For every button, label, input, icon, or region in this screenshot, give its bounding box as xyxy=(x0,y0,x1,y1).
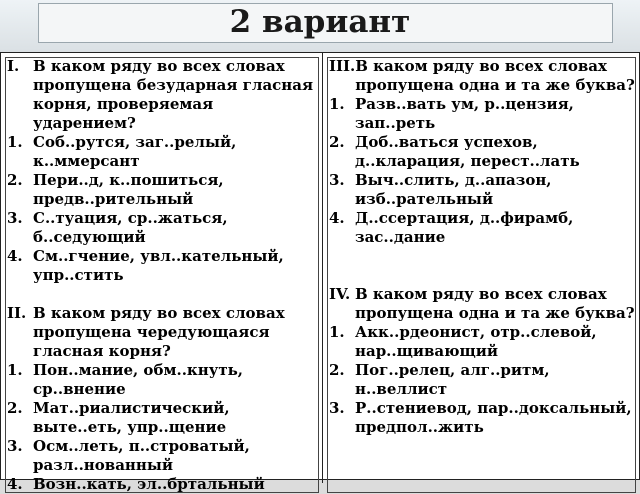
item-number: 3. xyxy=(329,171,345,189)
section-numeral: II. xyxy=(7,304,27,322)
question-1 xyxy=(7,57,318,133)
answer-item xyxy=(7,399,318,437)
item-text: Разв..вать ум, р..цензия, зап..реть xyxy=(355,95,574,132)
item-number: 3. xyxy=(7,437,23,455)
item-text: Д..ссертация, д..фирамб, зас..дание xyxy=(355,209,574,246)
item-number: 4. xyxy=(7,475,23,493)
question-4 xyxy=(329,285,635,323)
answer-item xyxy=(329,361,635,399)
item-text: Мат..риалистический, выте..еть, упр..щение xyxy=(33,399,230,436)
answer-item xyxy=(7,361,318,399)
answer-item xyxy=(7,475,318,494)
answer-item xyxy=(329,209,635,247)
question-2 xyxy=(7,304,318,361)
page-title: 2 вариант xyxy=(229,4,411,40)
item-text: Осм..леть, п..строватый, разл..нованный xyxy=(33,437,250,474)
section-numeral: I. xyxy=(7,57,20,75)
answer-list xyxy=(329,95,635,247)
item-number: 1. xyxy=(7,133,23,151)
item-number: 3. xyxy=(7,209,23,227)
item-text: Акк..рдеонист, отр..слевой, нар..щивающий xyxy=(355,323,597,360)
right-column xyxy=(323,53,639,483)
question-text: В каком ряду во всех словах пропущена одна и та же буква? xyxy=(355,57,635,94)
item-text: Доб..ваться успехов, д..кларация, перест..лать xyxy=(355,133,580,170)
answer-item xyxy=(329,133,635,171)
section-4 xyxy=(329,285,635,437)
spacer xyxy=(329,247,635,285)
answer-item xyxy=(7,437,318,475)
item-text: Выч..слить, д..апазон, изб..рательный xyxy=(355,171,552,208)
section-2 xyxy=(7,304,318,494)
item-number: 1. xyxy=(329,95,345,113)
item-text: См..гчение, увл..кательный, упр..стить xyxy=(33,247,284,284)
item-number: 4. xyxy=(329,209,345,227)
section-3 xyxy=(329,57,635,247)
answer-list xyxy=(7,133,318,285)
answer-item xyxy=(7,209,318,247)
item-number: 2. xyxy=(329,361,345,379)
task-table xyxy=(0,52,640,493)
section-1 xyxy=(7,57,318,285)
section-numeral: III. xyxy=(329,57,356,75)
section-numeral: IV. xyxy=(329,285,351,303)
item-number: 1. xyxy=(329,323,345,341)
left-column xyxy=(1,53,323,493)
answer-item xyxy=(329,399,635,437)
question-text: В каком ряду во всех словах пропущена безударная гласная корня, проверяемая ударением? xyxy=(33,57,314,132)
item-number: 3. xyxy=(329,399,345,417)
answer-item xyxy=(329,95,635,133)
item-text: Соб..рутся, заг..релый, к..ммерсант xyxy=(33,133,237,170)
item-text: Р..стениевод, пар..доксальный, предпол..жить xyxy=(355,399,632,436)
answer-item xyxy=(329,171,635,209)
item-number: 2. xyxy=(7,171,23,189)
answer-item xyxy=(329,323,635,361)
item-text: Пери..д, к..пошиться, предв..рительный xyxy=(33,171,224,208)
answer-item xyxy=(7,171,318,209)
answer-item xyxy=(7,247,318,285)
item-text: С..туация, ср..жаться, б..седующий xyxy=(33,209,228,246)
item-number: 2. xyxy=(7,399,23,417)
spacer xyxy=(7,285,318,304)
question-text: В каком ряду во всех словах пропущена одна и та же буква? xyxy=(355,285,635,322)
question-3 xyxy=(329,57,635,95)
answer-list xyxy=(7,361,318,494)
answer-list xyxy=(329,323,635,437)
item-text: Пон..мание, обм..кнуть, ср..внение xyxy=(33,361,244,398)
item-number: 2. xyxy=(329,133,345,151)
item-number: 4. xyxy=(7,247,23,265)
item-text: Пог..релец, алг..ритм, н..веллист xyxy=(355,361,550,398)
item-text: Возн..кать, эл..бртальный xyxy=(33,475,265,493)
question-text: В каком ряду во всех словах пропущена чередующаяся гласная корня? xyxy=(33,304,285,360)
answer-item xyxy=(7,133,318,171)
item-number: 1. xyxy=(7,361,23,379)
